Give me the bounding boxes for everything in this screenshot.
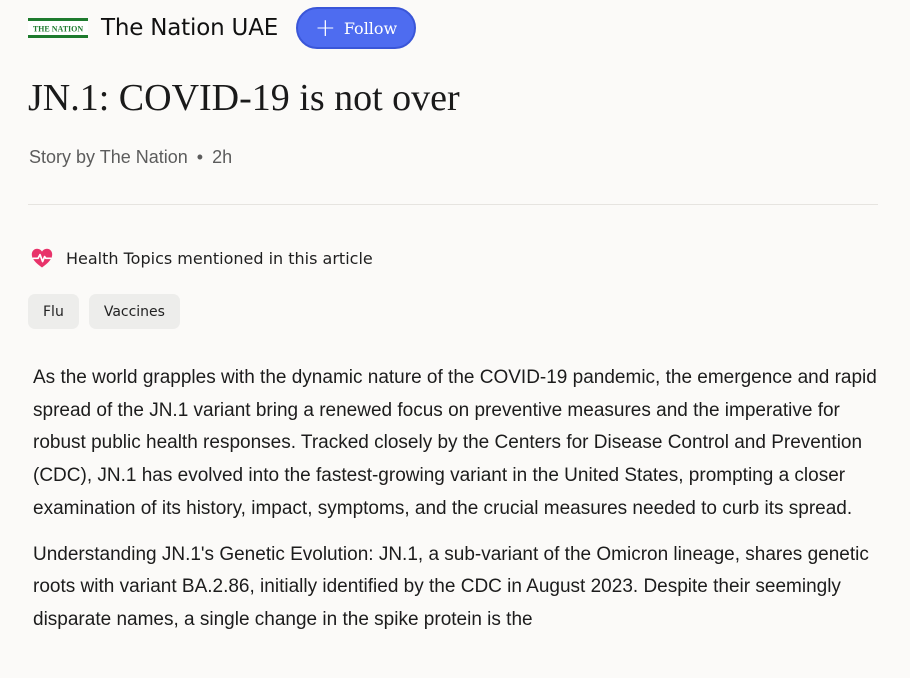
publisher-logo[interactable]: [28, 18, 88, 38]
health-topics-heading: [30, 246, 373, 270]
article-paragraph: As the world grapples with the dynamic nature of the COVID-19 pandemic, the emergence and rapid spread of the JN.1 variant bring a renewed focus on preventive measures and the imperative for robust public health responses. Tracked closely by the Centers for Disease Control and Prevention (CDC), JN.1 has evolved into the fastest-growing variant in the United States, prompting a closer examination of its history, impact, symptoms, and the crucial measures needed to curb its spread.: [33, 367, 877, 519]
plus-icon: +: [314, 12, 336, 42]
article-title: JN.1: COVID-19 is not over: [28, 77, 460, 119]
divider: [28, 204, 878, 205]
publisher-name[interactable]: The Nation UAE: [101, 15, 279, 41]
heart-pulse-icon: [30, 246, 54, 270]
topic-chip-vaccines[interactable]: Vaccines: [89, 294, 180, 329]
publisher-header: [28, 6, 416, 50]
follow-button[interactable]: [296, 7, 416, 49]
byline-author: Story by The Nation: [29, 147, 188, 167]
byline-separator: •: [196, 147, 204, 167]
topic-chip-flu[interactable]: Flu: [28, 294, 79, 329]
health-topics-title: Health Topics mentioned in this article: [66, 248, 373, 268]
article-body: [33, 362, 893, 650]
publisher-logo-image: [28, 21, 88, 35]
byline: [29, 147, 232, 168]
byline-time: 2h: [212, 147, 233, 167]
follow-label: Follow: [343, 18, 398, 38]
article-paragraph: Understanding JN.1's Genetic Evolution: JN.1, a sub-variant of the Omicron lineage, shares genetic roots with variant BA.2.86, initially identified by the CDC in August 2023. Despite their seemingly disparate names, a single change in the spike protein is the: [33, 543, 869, 630]
topic-chip-list: [28, 294, 190, 329]
svg-text:THE NATION: THE NATION: [32, 24, 84, 34]
